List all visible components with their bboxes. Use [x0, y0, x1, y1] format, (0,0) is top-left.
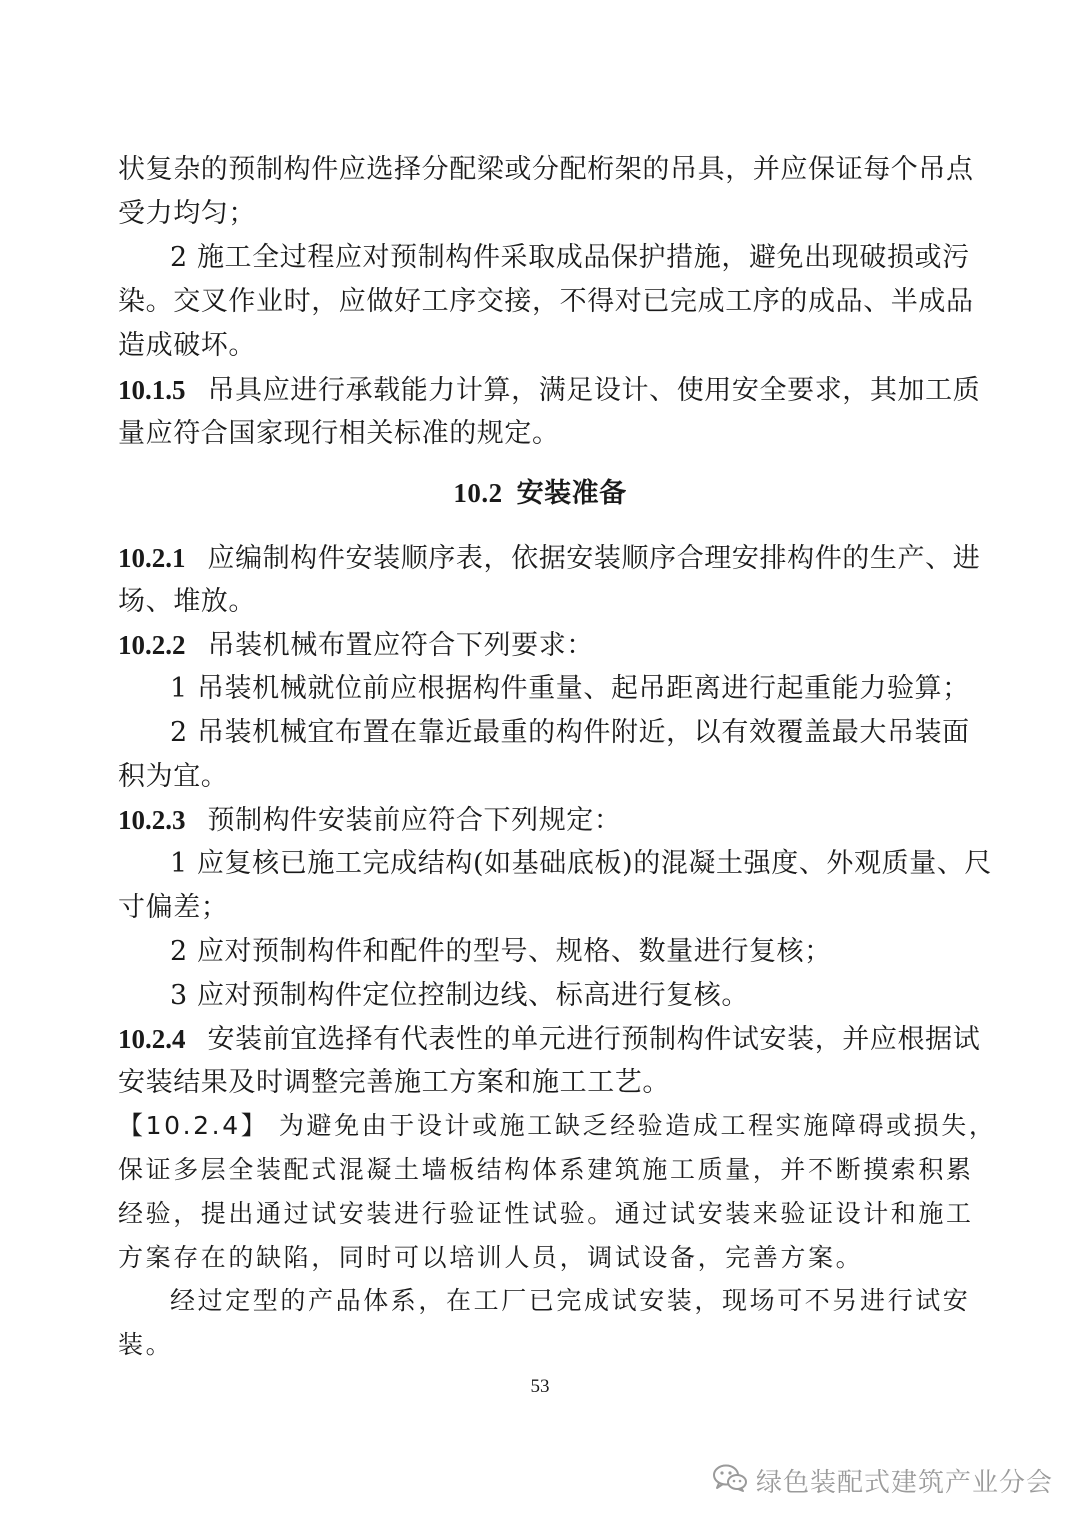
clause-line: 量应符合国家现行相关标准的规定。 — [118, 418, 560, 449]
watermark-text: 绿色装配式建筑产业分会 — [756, 1467, 1054, 1498]
watermark — [712, 1460, 1053, 1500]
clause-line: 3 应对预制构件定位控制边线、标高进行复核。 — [170, 980, 749, 1011]
explanation-line: 保证多层全装配式混凝土墙板结构体系建筑施工质量，并不断摸索积累 — [118, 1155, 974, 1184]
clause-line: 安装结果及时调整完善施工方案和施工工艺。 — [118, 1067, 670, 1098]
clause-line: 2 吊装机械宜布置在靠近最重的构件附近，以有效覆盖最大吊装面 — [170, 717, 970, 748]
clause-line: 10.2.4 安装前宜选择有代表性的单元进行预制构件试安装，并应根据试 — [118, 1024, 981, 1055]
clause-line: 1 吊装机械就位前应根据构件重量、起吊距离进行起重能力验算； — [170, 673, 970, 704]
explanation-line: 装。 — [118, 1330, 174, 1359]
clause-line: 染。交叉作业时，应做好工序交接，不得对已完成工序的成品、半成品 — [118, 286, 974, 317]
clause-line: 状复杂的预制构件应选择分配梁或分配桁架的吊具，并应保证每个吊点 — [118, 154, 974, 185]
clause-line: 2 施工全过程应对预制构件采取成品保护措施，避免出现破损或污 — [170, 242, 970, 273]
clause-line: 2 应对预制构件和配件的型号、规格、数量进行复核； — [170, 936, 832, 967]
clause-line: 10.1.5 吊具应进行承载能力计算，满足设计、使用安全要求，其加工质 — [118, 375, 981, 406]
explanation-line: 方案存在的缺陷，同时可以培训人员，调试设备，完善方案。 — [118, 1243, 864, 1272]
explanation-line: 经过定型的产品体系，在工厂已完成试安装，现场可不另进行试安 — [170, 1286, 971, 1315]
clause-number: 10.1.5 — [118, 375, 186, 405]
clause-line: 10.2.2 吊装机械布置应符合下列要求： — [118, 630, 594, 661]
clause-line: 场、堆放。 — [118, 586, 256, 617]
clause-line: 1 应复核已施工完成结构(如基础底板)的混凝土强度、外观质量、尺 — [170, 848, 993, 879]
clause-line: 积为宜。 — [118, 761, 229, 792]
explanation-line: 【10.2.4】 为避免由于设计或施工缺乏经验造成工程实施障碍或损失， — [118, 1111, 997, 1140]
clause-number: 10.2.4 — [118, 1024, 186, 1054]
section-title: 安装准备 — [516, 478, 627, 509]
section-heading — [0, 476, 1080, 511]
page-number: 53 — [530, 1376, 550, 1397]
clause-number: 10.2.3 — [118, 805, 186, 835]
clause-line: 受力均匀； — [118, 198, 256, 229]
clause-line: 10.2.3 预制构件安装前应符合下列规定： — [118, 805, 622, 836]
explanation-line: 经验，提出通过试安装进行验证性试验。通过试安装来验证设计和施工 — [118, 1199, 974, 1228]
clause-line: 寸偏差； — [118, 892, 229, 923]
section-number: 10.2 — [453, 478, 503, 508]
clause-number: 10.2.1 — [118, 543, 186, 573]
wechat-icon — [712, 1463, 748, 1497]
clause-number: 10.2.2 — [118, 630, 186, 660]
clause-line: 10.2.1 应编制构件安装顺序表，依据安装顺序合理安排构件的生产、进 — [118, 543, 981, 574]
clause-line: 造成破坏。 — [118, 330, 256, 361]
